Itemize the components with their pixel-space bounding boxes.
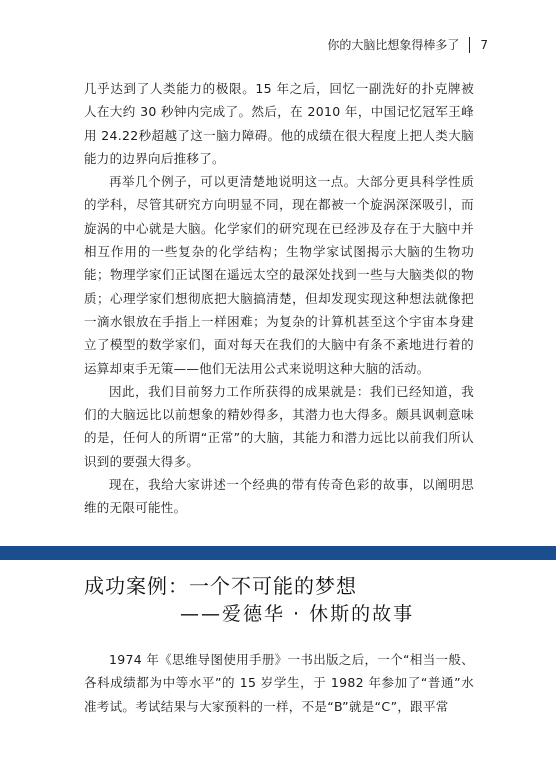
- section-divider-band: [0, 546, 556, 560]
- body-text: [84, 77, 474, 520]
- running-header: [327, 36, 488, 53]
- case-text: [84, 648, 474, 718]
- paragraph-3: 因此，我们目前努力工作所获得的成果就是：我们已经知道，我们的大脑远比以前想象的精妙得多，其潜力也大得多。颇具讽刺意味的是，任何人的所谓“正常”的大脑，其能力和潜力远比以前我们所认识到的要强大得多。: [84, 383, 474, 469]
- running-header-title: 你的大脑比想象得棒多了: [327, 38, 460, 52]
- header-divider: [469, 37, 470, 53]
- paragraph-2: 再举几个例子，可以更清楚地说明这一点。大部分更具科学性质的学科，尽管其研究方向明显不同，现在都被一个旋涡深深吸引，而旋涡的中心就是大脑。化学家们的研究现在已经涉及存在于大脑中并相互作用的一些复杂的化学结构；生物学家试图揭示大脑的生物功能；物理学家们正试图在遥远太空的最深处找到一些与大脑类似的物质；心理学家们想彻底把大脑搞清楚，但却发现实现这种想法就像把一滴水银放在手指上一样困难；为复杂的计算机甚至这个宇宙本身建立了模型的数学家们，面对每天在我们的大脑中有条不紊地进行着的运算却束手无策——他们无法用公式来说明这种大脑的活动。: [84, 174, 474, 376]
- section-title: 成功案例：一个不可能的梦想: [84, 574, 357, 598]
- page-number: 7: [480, 37, 488, 52]
- paragraph-4: 现在，我给大家讲述一个经典的带有传奇色彩的故事，以阐明思维的无限可能性。: [84, 477, 474, 516]
- case-paragraph: 1974 年《思维导图使用手册》一书出版之后，一个“相当一般、各科成绩都为中等水平”的 15 岁学生，于 1982 年参加了“普通”水准考试。考试结果与大家预料的一样，不是“B”就是“C”，跟平常: [84, 652, 474, 714]
- paragraph-1: 几乎达到了人类能力的极限。15 年之后，回忆一副洗好的扑克牌被人在大约 30 秒钟内完成了。然后，在 2010 年，中国记忆冠军王峰用 24.22秒超越了这一脑力障碍。他的成绩在很大程度上把人类大脑能力的边界向后推移了。: [84, 81, 474, 166]
- section-subtitle: ——爱德华 · 休斯的故事: [180, 603, 415, 625]
